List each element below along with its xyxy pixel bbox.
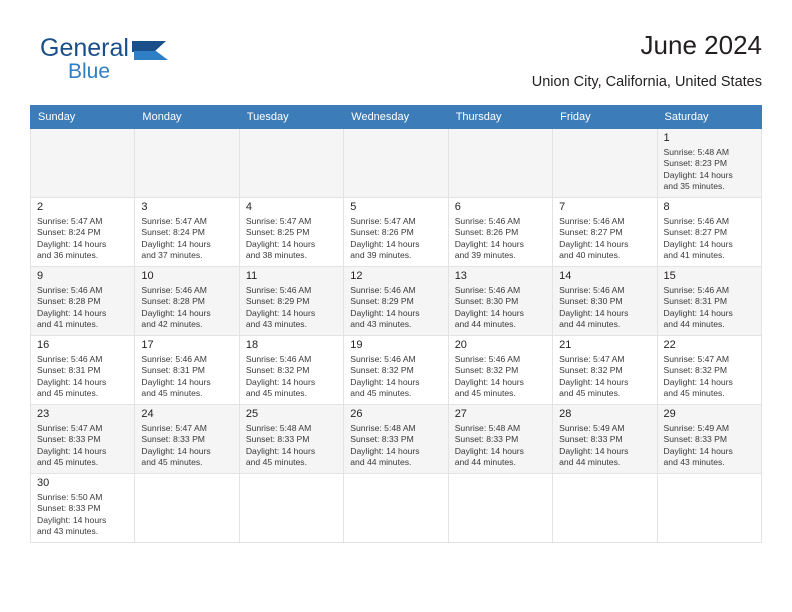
- day-cell-content: [449, 405, 552, 473]
- day-info-line: and 45 minutes.: [454, 388, 516, 399]
- calendar-day-cell[interactable]: [448, 405, 552, 474]
- day-info-line: Sunrise: 5:46 AM: [663, 285, 729, 295]
- day-info-line: Daylight: 14 hours: [663, 376, 733, 387]
- day-info-line: Sunrise: 5:48 AM: [454, 423, 521, 433]
- day-number: 18: [245, 339, 259, 351]
- day-sun-info: [664, 147, 756, 193]
- day-info-line: Sunset: 8:33 PM: [454, 434, 519, 445]
- title-block: [242, 26, 762, 92]
- day-info-line: and 45 minutes.: [141, 388, 203, 399]
- day-cell-content: [658, 336, 761, 404]
- calendar-week-row: [31, 336, 762, 405]
- day-sun-info: [559, 285, 651, 331]
- day-number: 21: [559, 339, 572, 351]
- day-info-line: Sunrise: 5:46 AM: [37, 285, 103, 295]
- day-info-line: Sunset: 8:32 PM: [559, 365, 623, 376]
- day-info-line: Sunrise: 5:46 AM: [559, 216, 625, 226]
- day-info-line: Daylight: 14 hours: [141, 307, 211, 318]
- day-info-line: and 43 minutes.: [350, 319, 412, 330]
- day-cell-content: [344, 336, 447, 404]
- calendar-day-cell[interactable]: [239, 405, 343, 474]
- day-number: 13: [454, 270, 467, 282]
- day-sun-info: [664, 423, 756, 469]
- weekday-wednesday: Wednesday: [344, 106, 448, 129]
- calendar-empty-cell: [31, 129, 135, 198]
- day-number: 27: [454, 408, 467, 420]
- day-info-line: and 45 minutes.: [559, 388, 621, 399]
- day-cell-content: [31, 198, 134, 266]
- day-info-line: Sunrise: 5:47 AM: [141, 423, 207, 433]
- day-info-line: Sunset: 8:33 PM: [37, 503, 101, 514]
- day-info-line: Daylight: 14 hours: [350, 238, 420, 249]
- day-sun-info: [559, 354, 651, 400]
- day-info-line: Daylight: 14 hours: [245, 238, 316, 249]
- day-info-line: Sunrise: 5:50 AM: [37, 492, 103, 502]
- day-sun-info: [37, 492, 129, 538]
- day-number: 4: [245, 201, 252, 213]
- day-number: 16: [37, 339, 50, 351]
- day-cell-content: [658, 267, 761, 335]
- calendar-day-cell[interactable]: [448, 198, 552, 267]
- day-info-line: Sunset: 8:27 PM: [663, 227, 728, 238]
- day-info-line: Daylight: 14 hours: [350, 307, 420, 318]
- day-info-line: Sunrise: 5:46 AM: [141, 285, 207, 295]
- day-number: 26: [350, 408, 363, 420]
- day-info-line: Sunrise: 5:47 AM: [350, 216, 416, 226]
- day-info-line: Daylight: 14 hours: [559, 238, 629, 249]
- day-info-line: Sunrise: 5:47 AM: [559, 354, 625, 364]
- day-number: 1: [663, 132, 670, 144]
- calendar-week-row: [31, 474, 762, 543]
- day-cell-content: [240, 198, 343, 266]
- day-sun-info: [455, 216, 547, 262]
- day-sun-info: [37, 423, 129, 469]
- day-info-line: Sunrise: 5:48 AM: [245, 423, 312, 433]
- calendar-day-cell[interactable]: [344, 267, 448, 336]
- day-info-line: Daylight: 14 hours: [454, 376, 524, 387]
- day-number: 12: [350, 270, 363, 282]
- day-info-line: and 40 minutes.: [559, 250, 621, 261]
- day-info-line: Sunset: 8:30 PM: [454, 296, 519, 307]
- day-info-line: Daylight: 14 hours: [454, 445, 524, 456]
- day-cell-content: [553, 336, 656, 404]
- calendar-day-cell[interactable]: [135, 267, 239, 336]
- day-info-line: Daylight: 14 hours: [454, 238, 524, 249]
- calendar-table: [30, 105, 762, 543]
- day-info-line: and 45 minutes.: [37, 388, 99, 399]
- brand-name-general: General: [40, 34, 129, 62]
- day-info-line: Sunset: 8:29 PM: [245, 296, 310, 307]
- calendar-empty-cell: [553, 129, 657, 198]
- weekday-header-row: [31, 106, 762, 129]
- day-sun-info: [455, 423, 547, 469]
- day-number: 15: [663, 270, 676, 282]
- day-info-line: Daylight: 14 hours: [141, 238, 211, 249]
- page-header: [30, 26, 762, 100]
- day-cell-content: [31, 474, 134, 542]
- calendar-day-cell[interactable]: [239, 267, 343, 336]
- day-number: 2: [37, 201, 44, 213]
- day-sun-info: [350, 354, 442, 400]
- calendar-empty-cell: [553, 474, 657, 543]
- calendar-day-cell[interactable]: [344, 336, 448, 405]
- day-sun-info: [350, 423, 442, 469]
- day-info-line: and 41 minutes.: [663, 250, 725, 261]
- day-info-line: Daylight: 14 hours: [559, 307, 629, 318]
- day-info-line: Sunset: 8:31 PM: [663, 296, 728, 307]
- calendar-day-cell[interactable]: [553, 198, 657, 267]
- day-info-line: Sunset: 8:26 PM: [350, 227, 414, 238]
- calendar-day-cell[interactable]: [31, 267, 135, 336]
- day-info-line: Sunset: 8:33 PM: [559, 434, 623, 445]
- day-cell-content: [553, 198, 656, 266]
- day-cell-content: [135, 267, 238, 335]
- day-sun-info: [246, 354, 338, 400]
- day-number: 19: [350, 339, 363, 351]
- day-cell-content: [31, 336, 134, 404]
- day-cell-content: [344, 405, 447, 473]
- calendar-day-cell[interactable]: [344, 198, 448, 267]
- calendar-empty-cell: [344, 474, 448, 543]
- day-cell-content: [31, 405, 134, 473]
- day-info-line: Sunrise: 5:46 AM: [245, 285, 312, 295]
- day-cell-content: [449, 336, 552, 404]
- calendar-day-cell[interactable]: [553, 405, 657, 474]
- day-info-line: Sunset: 8:33 PM: [245, 434, 310, 445]
- day-info-line: and 45 minutes.: [37, 457, 99, 468]
- day-info-line: and 42 minutes.: [141, 319, 203, 330]
- day-cell-content: [135, 405, 238, 473]
- day-cell-content: [240, 267, 343, 335]
- day-cell-content: [344, 129, 447, 197]
- day-number: 9: [37, 270, 44, 282]
- calendar-day-cell[interactable]: [657, 405, 761, 474]
- day-info-line: Sunrise: 5:47 AM: [141, 216, 207, 226]
- day-number: 29: [663, 408, 676, 420]
- day-info-line: Sunrise: 5:46 AM: [245, 354, 312, 364]
- day-cell-content: [240, 474, 343, 542]
- calendar-day-cell[interactable]: [135, 336, 239, 405]
- day-info-line: and 39 minutes.: [454, 250, 516, 261]
- day-info-line: Daylight: 14 hours: [37, 376, 107, 387]
- day-sun-info: [455, 285, 547, 331]
- day-info-line: and 43 minutes.: [663, 457, 725, 468]
- day-info-line: Daylight: 14 hours: [663, 238, 733, 249]
- day-info-line: Sunset: 8:32 PM: [245, 365, 310, 376]
- weekday-tuesday: Tuesday: [239, 106, 343, 129]
- day-info-line: Daylight: 14 hours: [37, 514, 107, 525]
- day-info-line: Sunset: 8:33 PM: [663, 434, 728, 445]
- calendar-day-cell[interactable]: [344, 405, 448, 474]
- day-sun-info: [664, 285, 756, 331]
- day-info-line: and 45 minutes.: [663, 388, 725, 399]
- day-cell-content: [240, 129, 343, 197]
- day-info-line: Sunset: 8:32 PM: [350, 365, 414, 376]
- day-number: 11: [245, 270, 258, 282]
- day-cell-content: [658, 405, 761, 473]
- calendar-empty-cell: [448, 474, 552, 543]
- day-number: 3: [141, 201, 148, 213]
- calendar-day-cell[interactable]: [135, 405, 239, 474]
- day-cell-content: [135, 474, 238, 542]
- day-info-line: and 43 minutes.: [245, 319, 307, 330]
- day-number: 6: [454, 201, 461, 213]
- day-cell-content: [31, 129, 134, 197]
- page-title: June 2024: [640, 30, 762, 60]
- day-info-line: and 45 minutes.: [245, 457, 307, 468]
- weekday-monday: Monday: [135, 106, 239, 129]
- day-sun-info: [559, 216, 651, 262]
- calendar-day-cell[interactable]: [31, 336, 135, 405]
- day-cell-content: [344, 474, 447, 542]
- day-number: 8: [663, 201, 670, 213]
- day-info-line: and 44 minutes.: [454, 319, 516, 330]
- day-cell-content: [449, 267, 552, 335]
- calendar-day-cell[interactable]: [553, 267, 657, 336]
- brand-name-blue: Blue: [68, 60, 111, 83]
- calendar-empty-cell: [239, 474, 343, 543]
- day-info-line: and 44 minutes.: [559, 457, 621, 468]
- location-subtitle: Union City, California, United States: [531, 74, 762, 90]
- calendar-day-cell[interactable]: [448, 267, 552, 336]
- day-info-line: Sunset: 8:25 PM: [245, 227, 310, 238]
- day-info-line: Sunrise: 5:46 AM: [663, 216, 729, 226]
- day-info-line: and 44 minutes.: [559, 319, 621, 330]
- day-info-line: Sunrise: 5:46 AM: [141, 354, 207, 364]
- day-sun-info: [141, 354, 233, 400]
- day-number: 30: [37, 477, 50, 489]
- day-info-line: Sunset: 8:32 PM: [663, 365, 728, 376]
- day-cell-content: [449, 198, 552, 266]
- day-info-line: Sunrise: 5:48 AM: [350, 423, 416, 433]
- day-cell-content: [658, 474, 761, 542]
- day-cell-content: [240, 336, 343, 404]
- day-sun-info: [246, 216, 338, 262]
- day-info-line: Daylight: 14 hours: [141, 376, 211, 387]
- day-info-line: and 43 minutes.: [37, 526, 99, 537]
- brand-logo[interactable]: [40, 34, 250, 94]
- day-info-line: Sunrise: 5:47 AM: [245, 216, 312, 226]
- day-info-line: and 44 minutes.: [350, 457, 412, 468]
- day-info-line: Daylight: 14 hours: [663, 169, 733, 180]
- day-info-line: Sunset: 8:27 PM: [559, 227, 623, 238]
- day-info-line: Sunset: 8:30 PM: [559, 296, 623, 307]
- day-info-line: Sunset: 8:24 PM: [37, 227, 101, 238]
- calendar-week-row: [31, 267, 762, 336]
- day-info-line: Daylight: 14 hours: [454, 307, 524, 318]
- day-info-line: Daylight: 14 hours: [245, 376, 316, 387]
- day-cell-content: [135, 129, 238, 197]
- day-info-line: and 39 minutes.: [350, 250, 412, 261]
- calendar-empty-cell: [239, 129, 343, 198]
- day-cell-content: [553, 405, 656, 473]
- day-info-line: and 45 minutes.: [350, 388, 412, 399]
- calendar-day-cell[interactable]: [239, 336, 343, 405]
- day-info-line: and 38 minutes.: [245, 250, 307, 261]
- day-info-line: Daylight: 14 hours: [663, 307, 733, 318]
- calendar-week-row: [31, 129, 762, 198]
- blue-flag-icon: [132, 39, 170, 61]
- calendar-day-cell[interactable]: [31, 474, 135, 543]
- day-info-line: Sunset: 8:28 PM: [141, 296, 205, 307]
- day-info-line: Sunset: 8:28 PM: [37, 296, 101, 307]
- calendar-empty-cell: [448, 129, 552, 198]
- day-cell-content: [658, 129, 761, 197]
- day-sun-info: [141, 216, 233, 262]
- day-sun-info: [246, 423, 338, 469]
- calendar-body: [31, 129, 762, 543]
- day-info-line: Sunset: 8:24 PM: [141, 227, 205, 238]
- calendar-day-cell[interactable]: [239, 198, 343, 267]
- calendar-day-cell[interactable]: [553, 336, 657, 405]
- day-number: 23: [37, 408, 50, 420]
- day-number: 17: [141, 339, 154, 351]
- day-info-line: Sunset: 8:33 PM: [141, 434, 205, 445]
- day-info-line: and 41 minutes.: [37, 319, 99, 330]
- calendar-empty-cell: [657, 474, 761, 543]
- day-info-line: Sunrise: 5:47 AM: [37, 423, 103, 433]
- day-info-line: and 45 minutes.: [141, 457, 203, 468]
- day-info-line: Sunrise: 5:46 AM: [350, 354, 416, 364]
- day-cell-content: [240, 405, 343, 473]
- day-number: 7: [559, 201, 566, 213]
- day-info-line: Sunset: 8:31 PM: [37, 365, 101, 376]
- calendar-day-cell[interactable]: [448, 336, 552, 405]
- day-sun-info: [350, 285, 442, 331]
- calendar-week-row: [31, 198, 762, 267]
- day-info-line: Daylight: 14 hours: [245, 445, 316, 456]
- day-info-line: and 44 minutes.: [663, 319, 725, 330]
- day-info-line: Sunrise: 5:46 AM: [454, 285, 521, 295]
- day-info-line: Sunset: 8:26 PM: [454, 227, 519, 238]
- day-sun-info: [141, 285, 233, 331]
- day-info-line: Sunrise: 5:46 AM: [454, 216, 521, 226]
- day-cell-content: [31, 267, 134, 335]
- day-info-line: Sunrise: 5:46 AM: [350, 285, 416, 295]
- day-info-line: and 35 minutes.: [663, 181, 725, 192]
- day-cell-content: [344, 198, 447, 266]
- calendar-day-cell[interactable]: [135, 198, 239, 267]
- day-info-line: and 37 minutes.: [141, 250, 203, 261]
- day-sun-info: [559, 423, 651, 469]
- weekday-friday: Friday: [553, 106, 657, 129]
- day-sun-info: [141, 423, 233, 469]
- day-number: 14: [559, 270, 572, 282]
- day-cell-content: [449, 474, 552, 542]
- day-sun-info: [37, 216, 129, 262]
- day-sun-info: [350, 216, 442, 262]
- day-info-line: Sunset: 8:23 PM: [663, 158, 728, 169]
- day-info-line: Sunrise: 5:49 AM: [559, 423, 625, 433]
- day-cell-content: [553, 267, 656, 335]
- day-cell-content: [344, 267, 447, 335]
- day-info-line: Sunrise: 5:46 AM: [454, 354, 521, 364]
- day-sun-info: [664, 354, 756, 400]
- weekday-sunday: Sunday: [31, 106, 135, 129]
- day-info-line: Daylight: 14 hours: [37, 307, 107, 318]
- day-sun-info: [246, 285, 338, 331]
- day-info-line: and 36 minutes.: [37, 250, 99, 261]
- day-info-line: Daylight: 14 hours: [141, 445, 211, 456]
- day-info-line: Sunrise: 5:48 AM: [663, 147, 729, 157]
- calendar-week-row: [31, 405, 762, 474]
- day-number: 22: [663, 339, 676, 351]
- calendar-day-cell[interactable]: [31, 405, 135, 474]
- calendar-day-cell[interactable]: [657, 267, 761, 336]
- day-number: 10: [141, 270, 154, 282]
- day-cell-content: [135, 198, 238, 266]
- day-info-line: Sunset: 8:31 PM: [141, 365, 205, 376]
- day-cell-content: [449, 129, 552, 197]
- calendar-day-cell[interactable]: [657, 129, 761, 198]
- weekday-thursday: Thursday: [448, 106, 552, 129]
- day-info-line: Sunrise: 5:46 AM: [37, 354, 103, 364]
- day-info-line: Daylight: 14 hours: [350, 376, 420, 387]
- day-number: 20: [454, 339, 467, 351]
- day-cell-content: [658, 198, 761, 266]
- calendar-empty-cell: [344, 129, 448, 198]
- weekday-saturday: Saturday: [657, 106, 761, 129]
- day-info-line: Sunset: 8:32 PM: [454, 365, 519, 376]
- day-info-line: and 45 minutes.: [245, 388, 307, 399]
- day-info-line: Sunset: 8:33 PM: [37, 434, 101, 445]
- day-info-line: Daylight: 14 hours: [37, 238, 107, 249]
- calendar-empty-cell: [135, 129, 239, 198]
- day-sun-info: [37, 354, 129, 400]
- day-number: 5: [350, 201, 357, 213]
- day-info-line: Daylight: 14 hours: [245, 307, 316, 318]
- day-cell-content: [553, 129, 656, 197]
- calendar-day-cell[interactable]: [31, 198, 135, 267]
- calendar-day-cell[interactable]: [657, 336, 761, 405]
- day-info-line: Sunrise: 5:47 AM: [663, 354, 729, 364]
- day-info-line: Daylight: 14 hours: [37, 445, 107, 456]
- day-sun-info: [37, 285, 129, 331]
- day-sun-info: [455, 354, 547, 400]
- day-info-line: Sunset: 8:29 PM: [350, 296, 414, 307]
- day-cell-content: [135, 336, 238, 404]
- day-sun-info: [664, 216, 756, 262]
- day-info-line: Daylight: 14 hours: [663, 445, 733, 456]
- day-info-line: Sunrise: 5:49 AM: [663, 423, 729, 433]
- calendar-day-cell[interactable]: [657, 198, 761, 267]
- day-info-line: Daylight: 14 hours: [559, 445, 629, 456]
- day-info-line: Daylight: 14 hours: [559, 376, 629, 387]
- day-info-line: Sunrise: 5:47 AM: [37, 216, 103, 226]
- day-number: 25: [245, 408, 259, 420]
- day-info-line: and 44 minutes.: [454, 457, 516, 468]
- day-number: 28: [559, 408, 572, 420]
- day-number: 24: [141, 408, 154, 420]
- day-info-line: Sunrise: 5:46 AM: [559, 285, 625, 295]
- calendar-empty-cell: [135, 474, 239, 543]
- day-info-line: Daylight: 14 hours: [350, 445, 420, 456]
- day-info-line: Sunset: 8:33 PM: [350, 434, 414, 445]
- day-cell-content: [553, 474, 656, 542]
